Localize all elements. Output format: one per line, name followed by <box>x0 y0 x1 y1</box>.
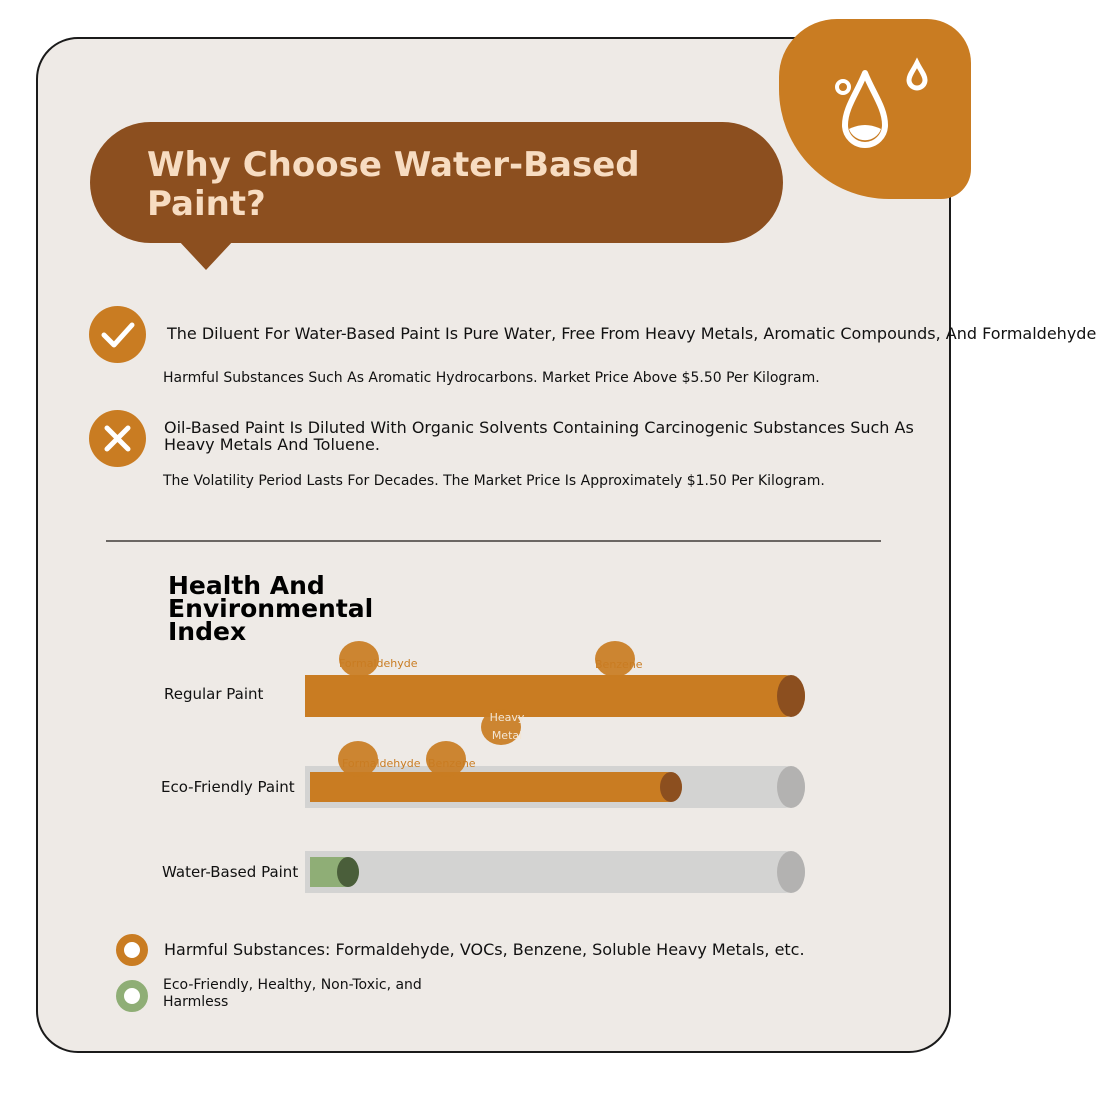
page-title: Why Choose Water-Based Paint? <box>147 145 640 224</box>
legend-dot-eco-friendly <box>116 980 148 1012</box>
marker-label-heavy-metal: Heavy Metal <box>489 711 525 742</box>
marker-label-benzene: Benzene <box>595 658 643 671</box>
marker-label-benzene: Benzene <box>428 757 476 770</box>
legend-text-eco-friendly: Eco-Friendly, Healthy, Non-Toxic, and Harmless <box>163 977 422 1010</box>
row-label-regular-paint: Regular Paint <box>164 685 264 703</box>
marker-label-formaldehyde: Formaldehyde <box>339 657 418 670</box>
bar-cap-eco-friendly-paint <box>660 772 682 802</box>
title-bubble-tail <box>178 240 234 270</box>
bar-track-eco-friendly-paint <box>305 766 805 808</box>
legend-text-harmful: Harmful Substances: Formaldehyde, VOCs, Benzene, Soluble Heavy Metals, etc. <box>164 940 805 959</box>
statement-2-headline: Oil-Based Paint Is Diluted With Organic Solvents Containing Carcinogenic Substances Such As Heavy Metals And Toluene. <box>164 418 914 454</box>
marker-label-formaldehyde: Formaldehyde <box>342 757 421 770</box>
bar-fill-eco-friendly-paint <box>310 772 682 802</box>
row-label-eco-friendly-paint: Eco-Friendly Paint <box>161 778 295 796</box>
water-drop-icon <box>827 53 927 163</box>
statement-2-detail: The Volatility Period Lasts For Decades. The Market Price Is Approximately $1.50 Per Kilogram. <box>163 473 825 489</box>
statement-1-headline: The Diluent For Water-Based Paint Is Pure Water, Free From Heavy Metals, Aromatic Compounds, And Formaldehyde <box>167 324 1096 343</box>
bar-fill-regular-paint <box>305 675 805 717</box>
bar-cap-water-based-paint <box>337 857 359 887</box>
bar-fill-water-based-paint <box>310 857 359 887</box>
bar-track-cap <box>777 766 805 808</box>
statement-1-detail: Harmful Substances Such As Aromatic Hydrocarbons. Market Price Above $5.50 Per Kilogram. <box>163 370 820 386</box>
bar-cap-regular-paint <box>777 675 805 717</box>
checkmark-icon <box>89 306 146 363</box>
row-label-water-based-paint: Water-Based Paint <box>162 863 299 881</box>
bar-track-regular-paint <box>305 675 805 717</box>
cross-icon <box>89 410 146 467</box>
bar-track-water-based-paint <box>305 851 805 893</box>
index-section-title: Health And Environmental Index <box>168 571 374 646</box>
bar-track-cap <box>777 851 805 893</box>
section-divider <box>106 540 881 542</box>
legend-dot-harmful <box>116 934 148 966</box>
